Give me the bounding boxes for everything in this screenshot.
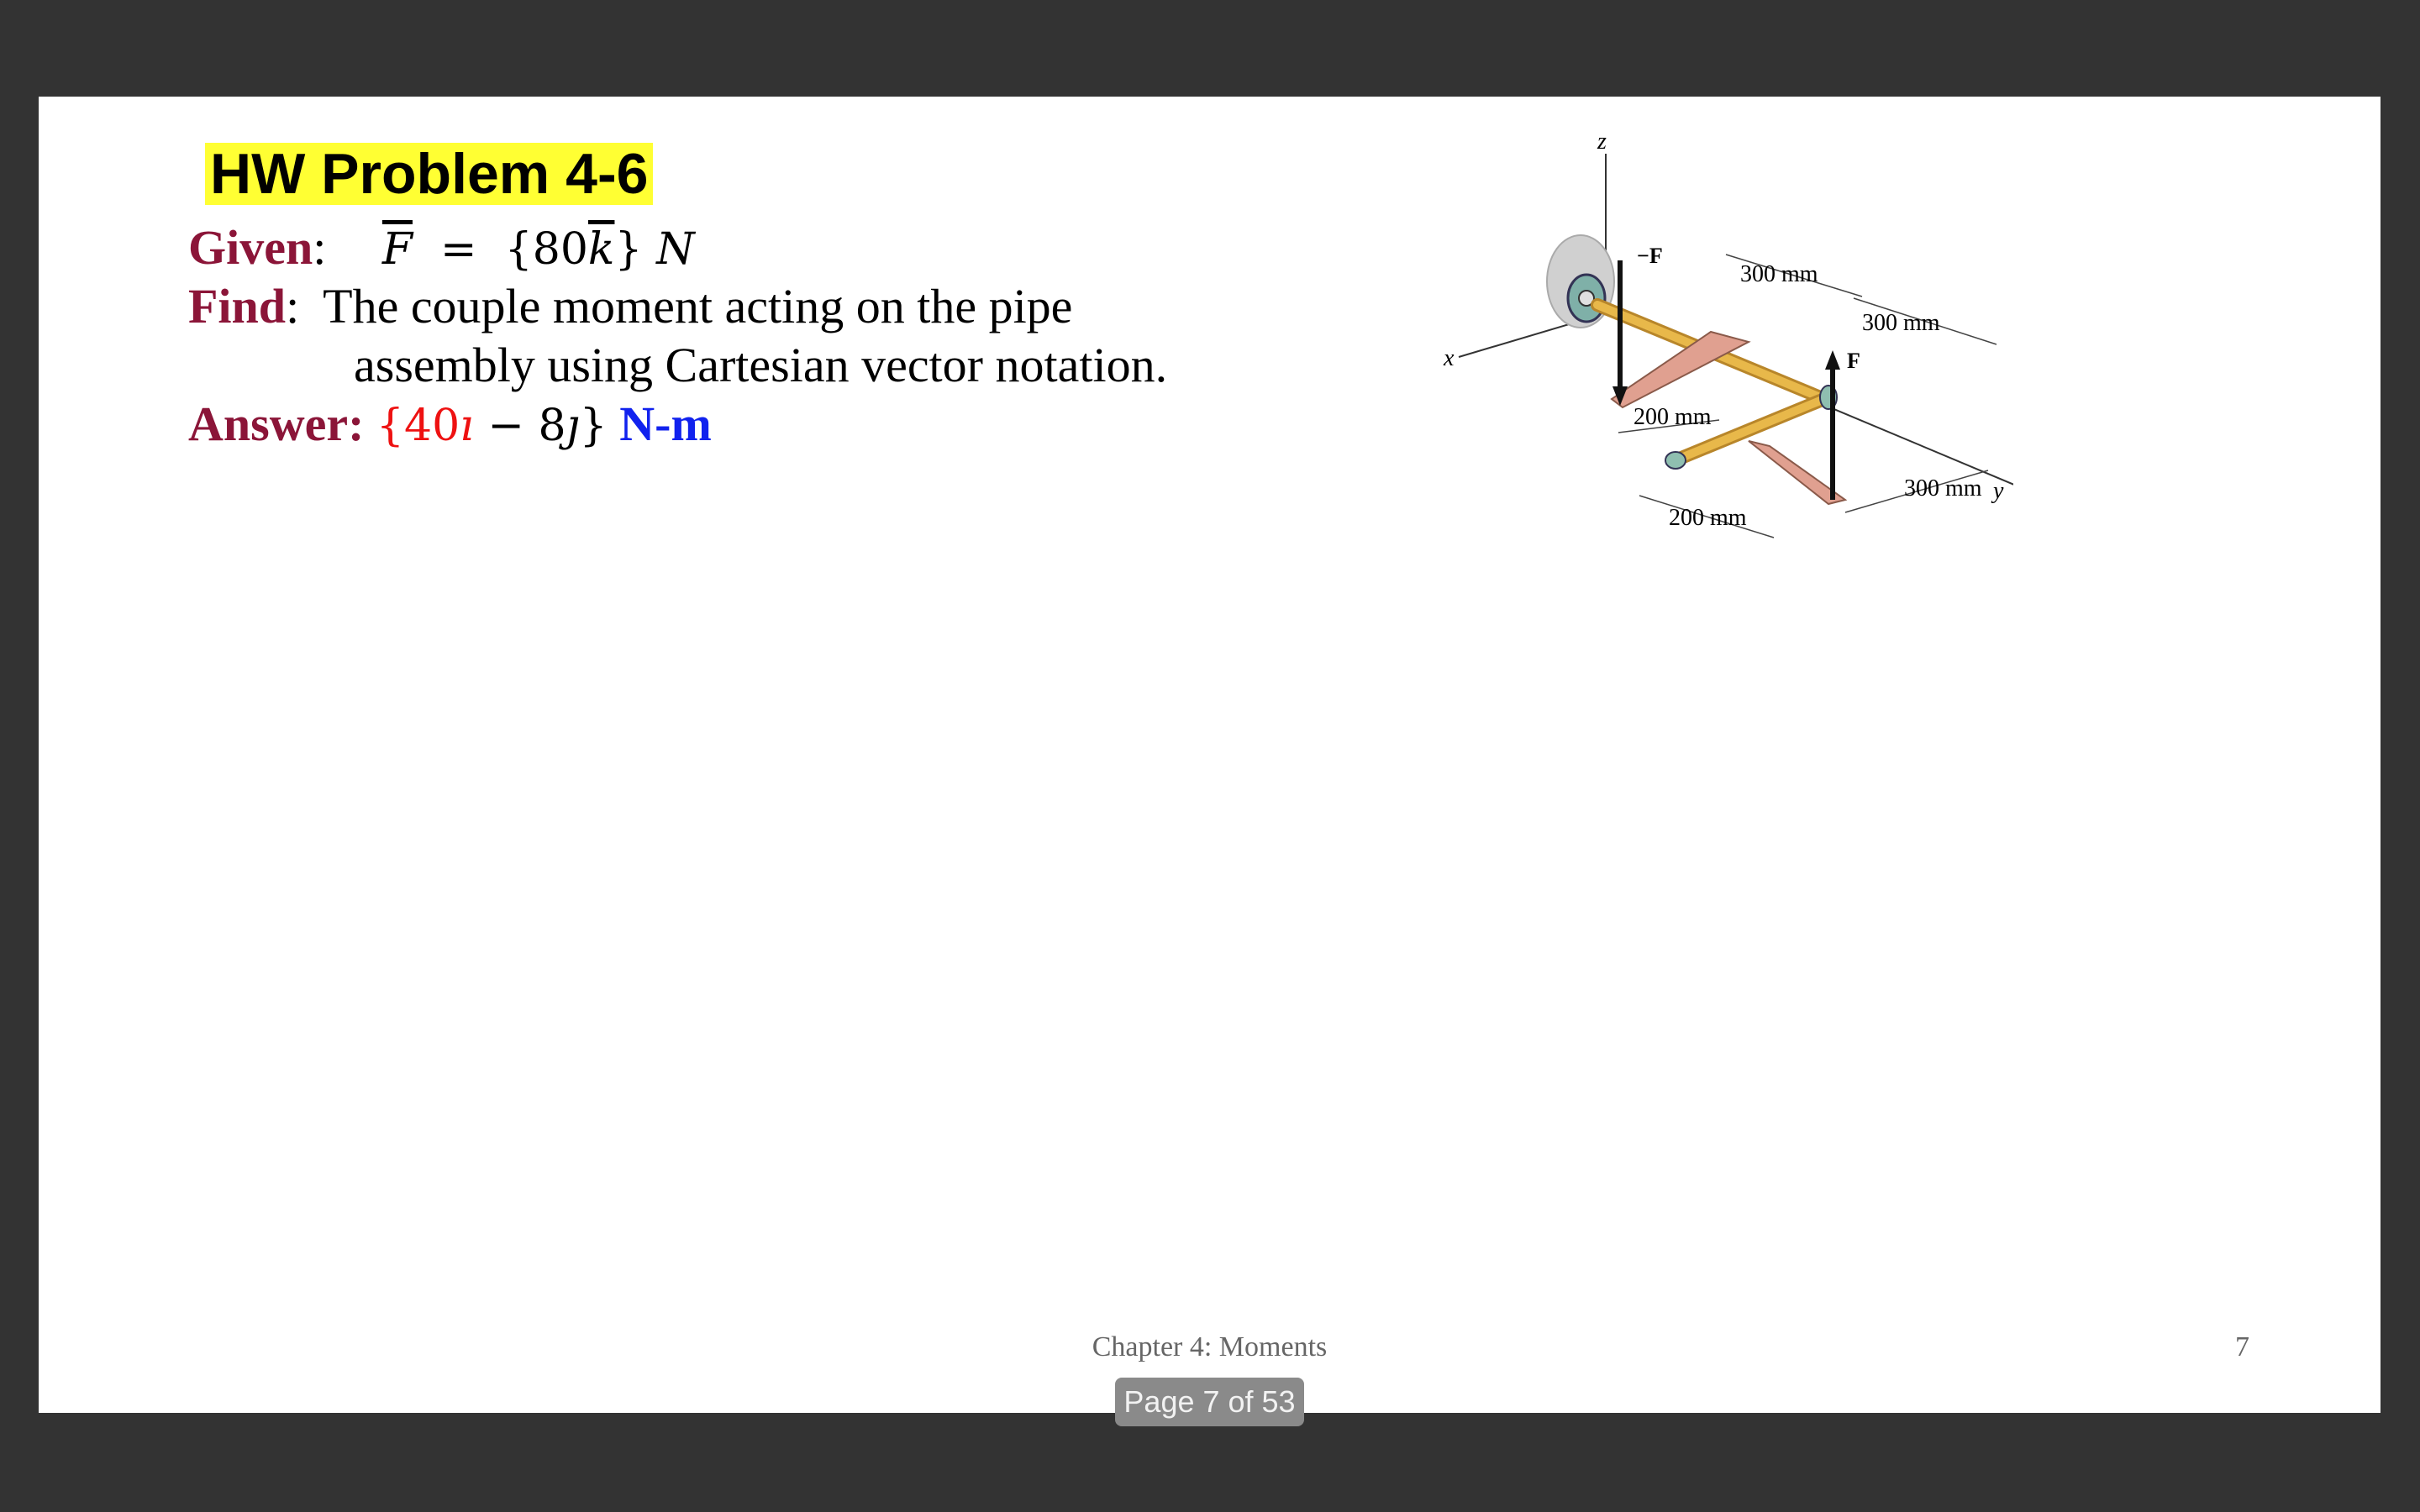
find-text-line1: The couple moment acting on the pipe [323,279,1073,333]
find-colon: : [286,279,300,333]
slide-title: HW Problem 4-6 [205,143,653,205]
x-axis-label: x [1444,345,1455,371]
y-axis-label: y [1993,478,2004,504]
k-unit-vector: $\overline{k}$ [587,224,615,275]
i-unit-vector: ı [460,401,474,451]
dim-label-bottom: 200 mm [1669,505,1747,531]
equals-sign: = [440,224,477,275]
answer-open: {40 [376,401,460,451]
force-close: } [614,224,643,275]
given-line [188,219,695,278]
page-indicator: Page 7 of 53 [1115,1378,1304,1426]
force-open: {80 [504,224,588,275]
given-label: Given [188,220,313,275]
dim-label-top: 300 mm [1740,261,1818,287]
find-label: Find [188,279,287,333]
dim-label-y: 300 mm [1904,475,1982,501]
slide-page-number: 7 [2235,1331,2249,1362]
answer-close: } [579,401,608,451]
slide-footer: Chapter 4: Moments [1092,1331,1328,1362]
dim-label-right: 300 mm [1862,310,1940,336]
force-label: F [1847,349,1860,373]
neg-force-label: −F [1637,244,1663,268]
force-arrowhead [1825,350,1840,370]
given-colon: : [313,220,327,275]
slide-page [39,97,2381,1413]
answer-unit: N-m [619,396,712,451]
given-equation [382,224,695,275]
answer-line [188,396,712,454]
find-line [188,278,1072,335]
dim-label-mid: 200 mm [1634,404,1712,430]
answer-minus: − 8 [473,401,566,451]
j-unit-vector: ȷ [566,401,580,451]
answer-label: Answer: [188,396,365,451]
z-axis-label: z [1597,129,1607,155]
find-text-line2: assembly using Cartesian vector notation. [354,338,1168,392]
pipe-assembly-diagram [1408,113,2013,601]
force-unit: N [656,224,695,275]
pipe-end-cap [1665,452,1686,469]
force-symbol: $\overline{F}$ [381,224,413,275]
